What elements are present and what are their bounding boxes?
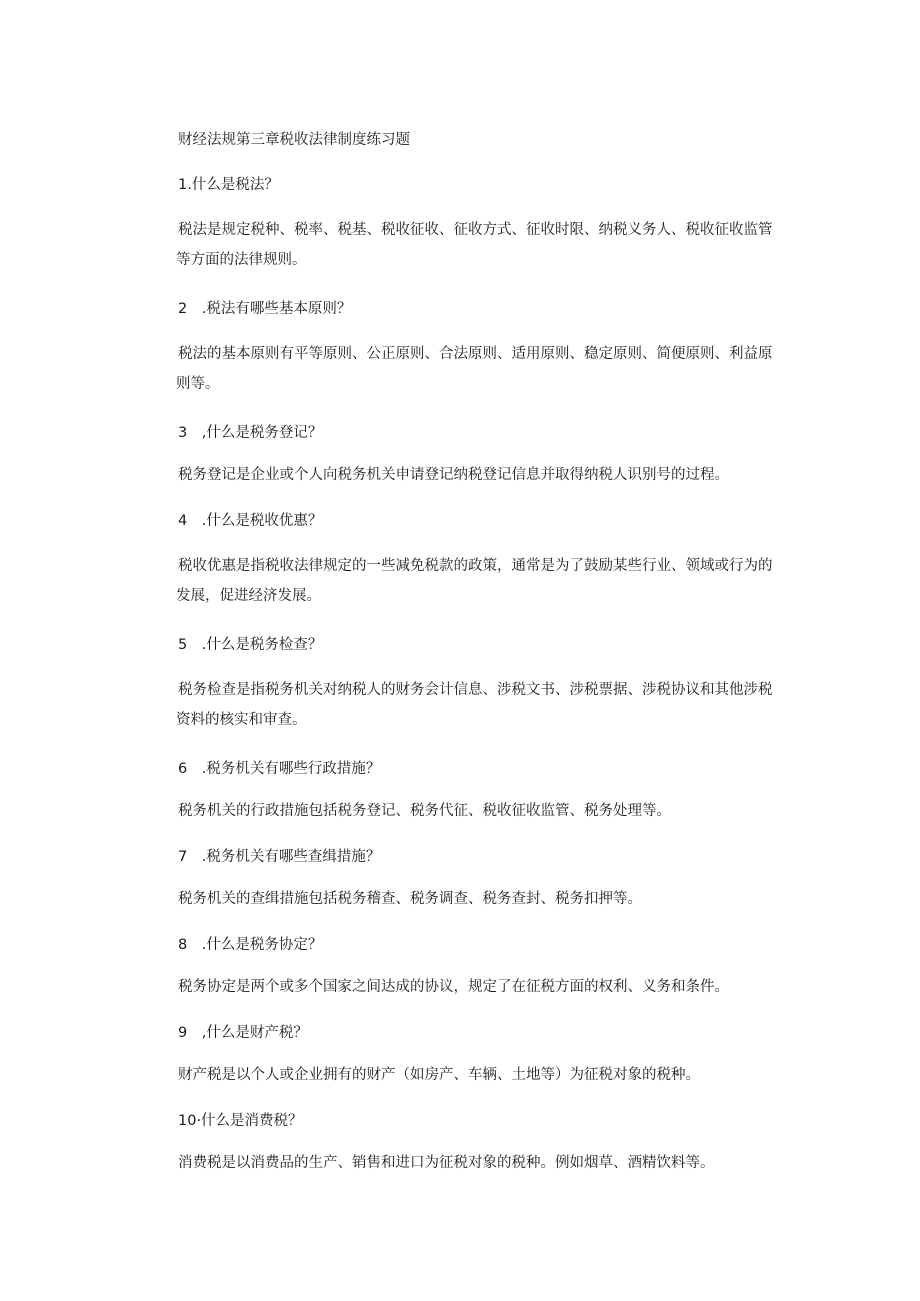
qa-item-3 — [178, 421, 786, 487]
question-4: 4 .什么是税收优惠？ — [178, 513, 323, 529]
answer-5: 税务检查是指税务机关对纳税人的财务会计信息、涉税文书、涉税票据、涉税协议和其他涉税资料的核实和审查。 — [176, 682, 773, 728]
answer-2: 税法的基本原则有平等原则、公正原则、合法原则、适用原则、稳定原则、简便原则、利益原则等。 — [176, 346, 773, 392]
qa-item-9 — [178, 1021, 786, 1087]
answer-9: 财产税是以个人或企业拥有的财产（如房产、车辆、土地等）为征税对象的税种。 — [178, 1067, 700, 1083]
qa-item-10 — [178, 1109, 786, 1175]
answer-4: 税收优惠是指税收法律规定的一些减免税款的政策，通常是为了鼓励某些行业、领域或行为的发展，促进经济发展。 — [176, 558, 773, 604]
question-3: 3 ,什么是税务登记？ — [178, 425, 323, 441]
qa-item-4 — [178, 509, 786, 611]
qa-item-6 — [178, 757, 786, 823]
qa-item-7 — [178, 845, 786, 911]
question-5: 5 .什么是税务检查？ — [178, 637, 323, 653]
answer-3: 税务登记是企业或个人向税务机关申请登记纳税登记信息并取得纳税人识别号的过程。 — [178, 467, 729, 483]
question-7: 7 .税务机关有哪些查缉措施？ — [178, 849, 381, 865]
answer-8: 税务协定是两个或多个国家之间达成的协议，规定了在征税方面的权利、义务和条件。 — [178, 979, 729, 995]
qa-item-5 — [178, 633, 786, 735]
qa-item-1 — [178, 173, 786, 275]
question-8: 8 .什么是税务协定？ — [178, 937, 323, 953]
question-6: 6 .税务机关有哪些行政措施？ — [178, 761, 381, 777]
question-10: 10·什么是消费税？ — [178, 1113, 303, 1129]
qa-item-8 — [178, 933, 786, 999]
answer-10: 消费税是以消费品的生产、销售和进口为征税对象的税种。例如烟草、酒精饮料等。 — [178, 1155, 715, 1171]
answer-7: 税务机关的查缉措施包括税务稽查、税务调查、税务查封、税务扣押等。 — [178, 891, 642, 907]
qa-item-2 — [178, 297, 786, 399]
document-body — [178, 128, 786, 1197]
answer-6: 税务机关的行政措施包括税务登记、税务代征、税收征收监管、税务处理等。 — [178, 803, 671, 819]
question-9: 9 ,什么是财产税？ — [178, 1025, 308, 1041]
question-1: 1.什么是税法？ — [178, 177, 279, 193]
answer-1: 税法是规定税种、税率、税基、税收征收、征收方式、征收时限、纳税义务人、税收征收监管等方面的法律规则。 — [176, 222, 773, 268]
document-title: 财经法规第三章税收法律制度练习题 — [178, 132, 410, 148]
question-2: 2 .税法有哪些基本原则？ — [178, 301, 352, 317]
